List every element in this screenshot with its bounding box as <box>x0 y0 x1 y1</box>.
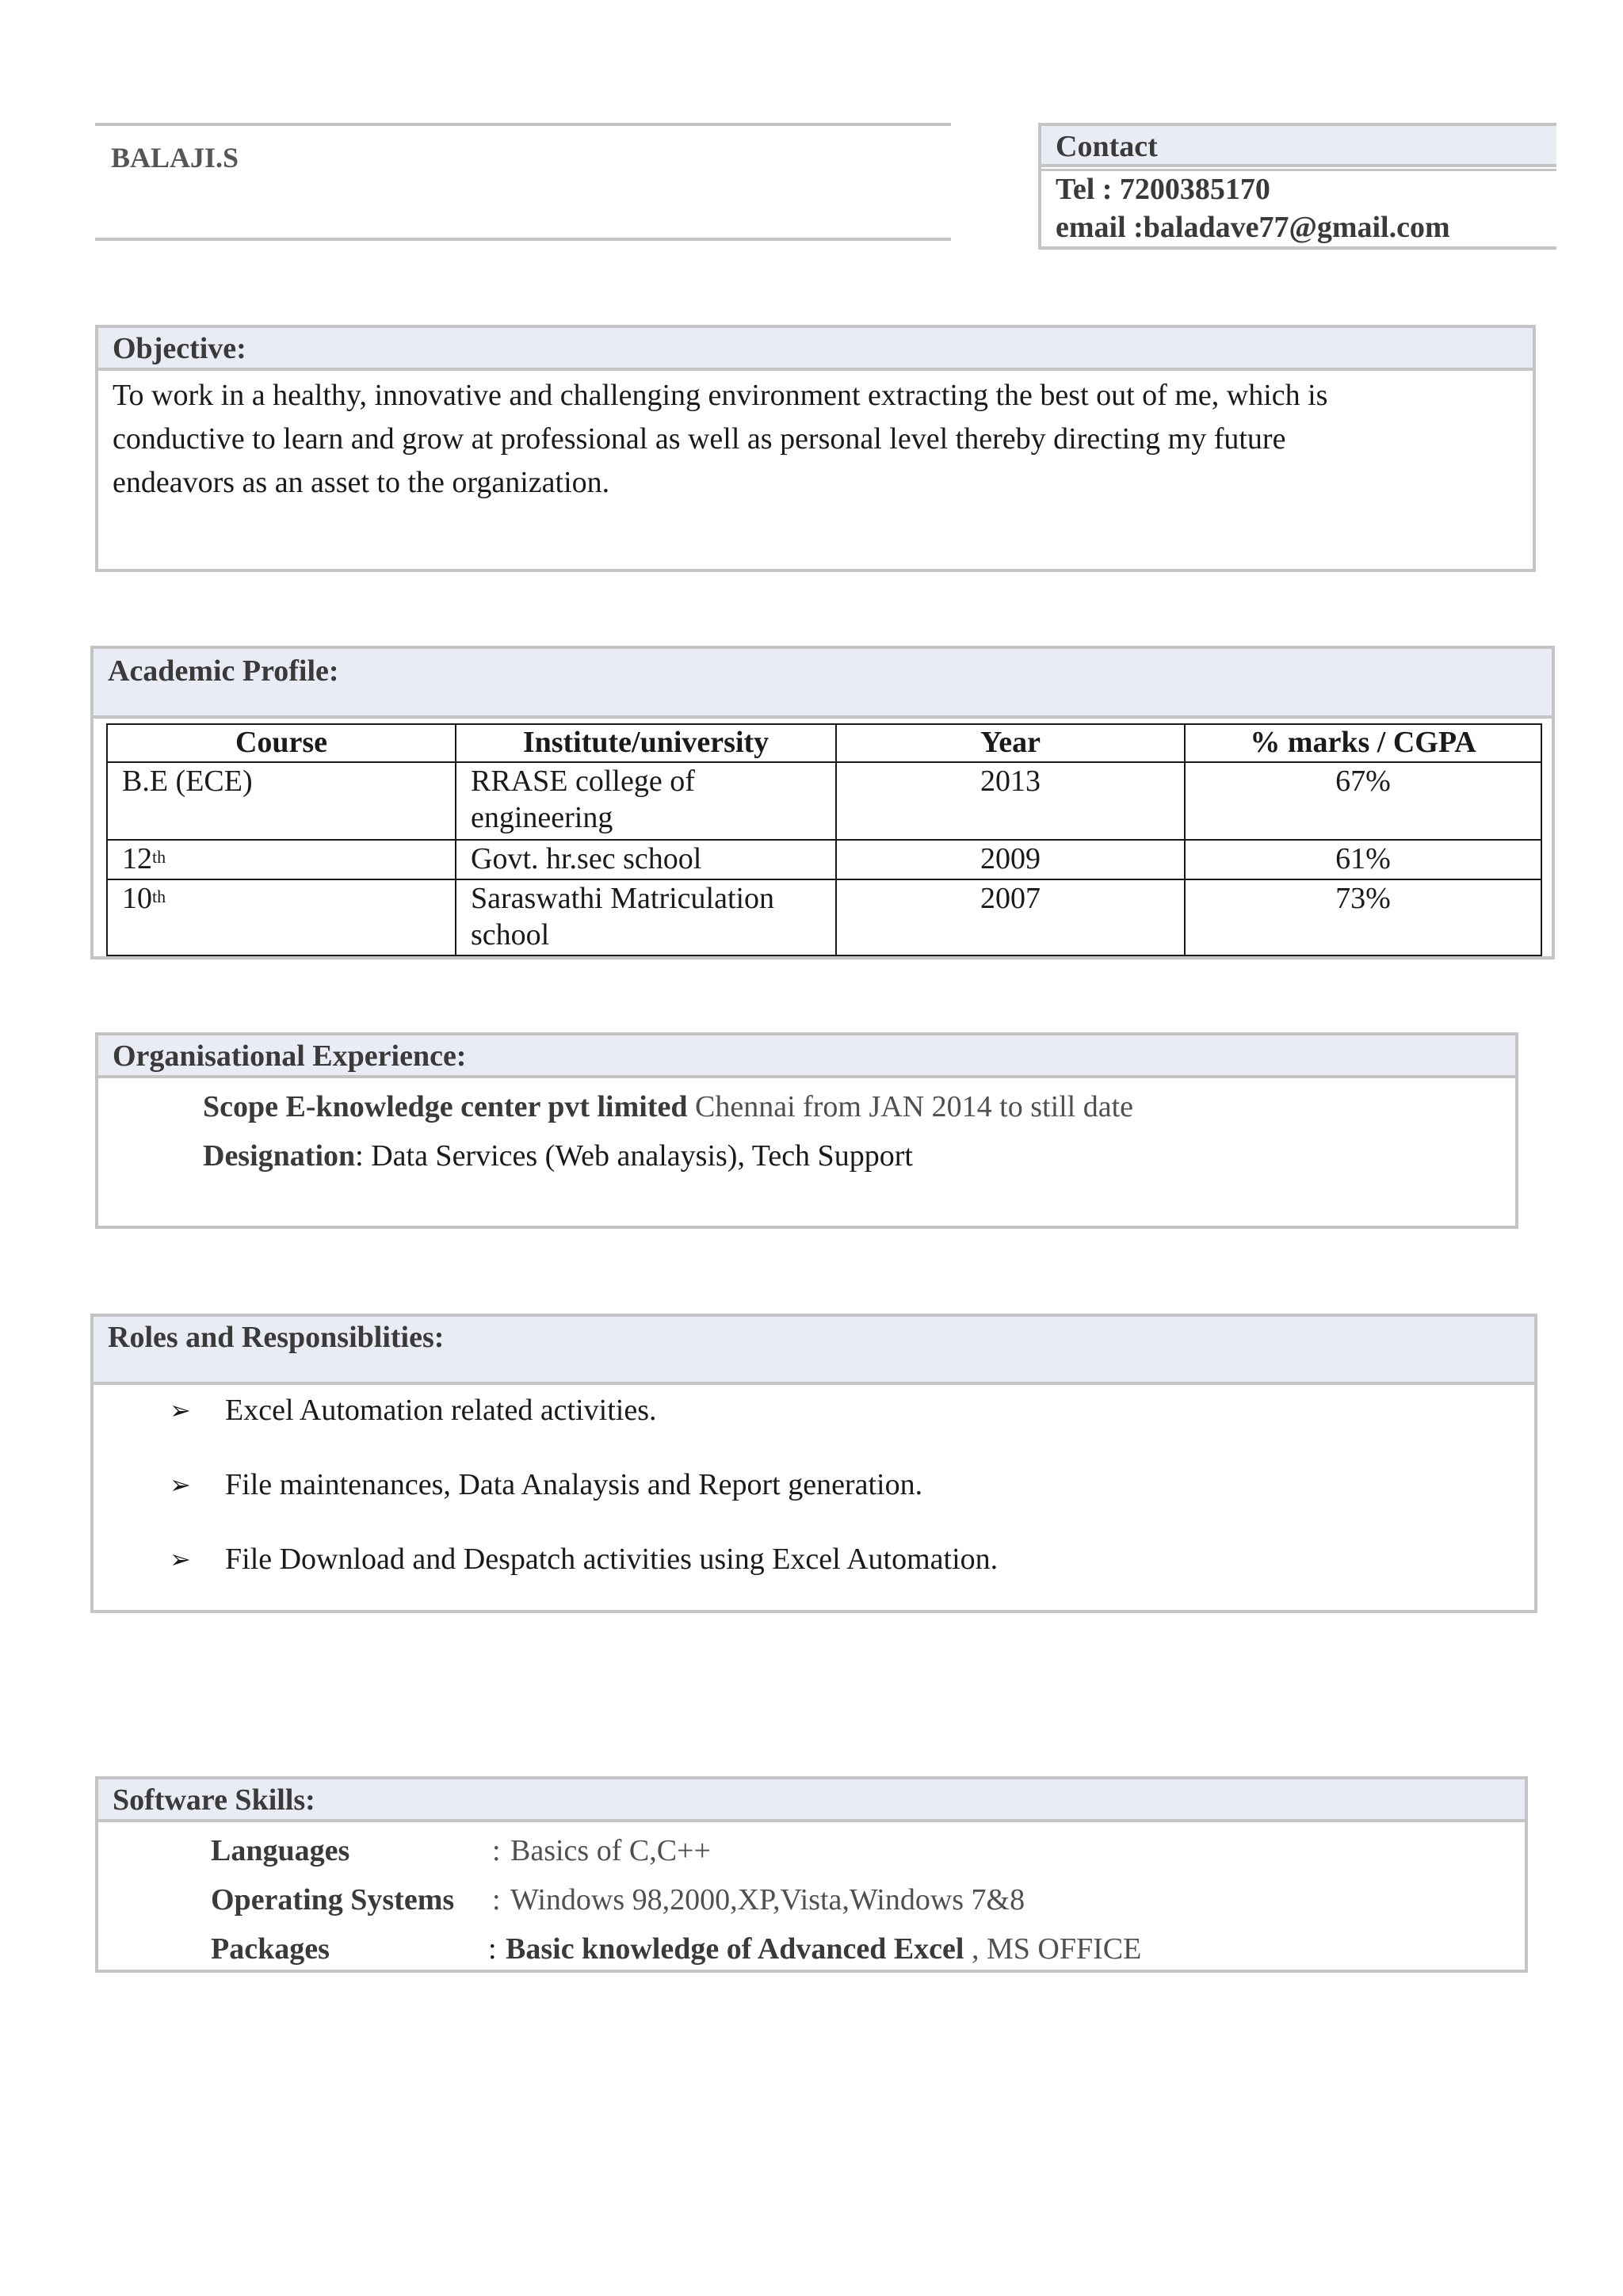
candidate-name: BALAJI.S <box>111 142 239 174</box>
table-row <box>107 879 1541 955</box>
cell-institute: Saraswathi Matriculation school <box>456 879 836 955</box>
list-item <box>170 1393 657 1428</box>
cell-year: 2009 <box>836 840 1185 879</box>
cell-course: 10th <box>107 879 456 955</box>
table-row <box>107 840 1541 879</box>
cell-marks: 67% <box>1185 762 1541 840</box>
academic-header-row <box>107 724 1541 762</box>
skill-value: Windows 98,2000,XP,Vista,Windows 7&8 <box>510 1883 1025 1917</box>
contact-box <box>1038 123 1556 250</box>
cell-institute: RRASE college of engineering <box>456 762 836 840</box>
experience-heading: Organisational Experience: <box>113 1039 467 1073</box>
objective-line: To work in a healthy, innovative and challenging environment extracting the best out of me, which is <box>113 379 1328 412</box>
col-institute: Institute/university <box>456 724 836 762</box>
academic-header <box>94 649 1552 719</box>
skill-label: Languages <box>211 1834 350 1867</box>
skill-sep: : <box>492 1883 509 1917</box>
cell-course: 12th <box>107 840 456 879</box>
arrowhead-bullet-icon: ➢ <box>170 1470 191 1500</box>
col-marks: % marks / CGPA <box>1185 724 1541 762</box>
company-detail: Chennai from JAN 2014 to still date <box>687 1090 1134 1123</box>
role-text: File maintenances, Data Analaysis and Report generation. <box>225 1468 923 1501</box>
academic-table <box>106 723 1542 956</box>
experience-section <box>95 1032 1518 1229</box>
cell-institute: Govt. hr.sec school <box>456 840 836 879</box>
designation-label: Designation <box>203 1139 356 1173</box>
contact-email: email :baladave77@gmail.com <box>1056 211 1450 244</box>
contact-header <box>1041 123 1556 167</box>
skill-bold-value: Basic knowledge of Advanced Excel <box>506 1932 964 1966</box>
objective-header <box>98 328 1533 371</box>
contact-tel: Tel : 7200385170 <box>1056 173 1270 206</box>
skill-label: Operating Systems <box>211 1883 455 1917</box>
arrowhead-bullet-icon: ➢ <box>170 1395 191 1425</box>
contact-bottom-rule <box>1041 246 1556 250</box>
designation-value: : Data Services (Web analaysis), Tech Support <box>355 1139 913 1173</box>
roles-header <box>94 1317 1534 1385</box>
objective-line: endeavors as an asset to the organization. <box>113 466 610 499</box>
skills-heading: Software Skills: <box>113 1783 315 1817</box>
cell-year: 2013 <box>836 762 1185 840</box>
roles-section <box>90 1314 1537 1613</box>
col-course: Course <box>107 724 456 762</box>
role-text: File Download and Despatch activities using Excel Automation. <box>225 1543 999 1576</box>
objective-section <box>95 325 1536 572</box>
objective-heading: Objective: <box>113 332 246 365</box>
academic-section <box>90 646 1555 959</box>
academic-heading: Academic Profile: <box>108 654 339 688</box>
roles-heading: Roles and Responsiblities: <box>108 1321 445 1354</box>
cell-marks: 73% <box>1185 879 1541 955</box>
skills-section <box>95 1776 1528 1973</box>
experience-designation-line <box>203 1138 913 1173</box>
skills-header <box>98 1779 1525 1822</box>
skill-label: Packages <box>211 1932 330 1966</box>
academic-table-wrap <box>106 723 1541 956</box>
contact-divider <box>1041 169 1556 171</box>
col-year: Year <box>836 724 1185 762</box>
skill-value: Basics of C,C++ <box>510 1834 711 1867</box>
skill-value: , MS OFFICE <box>964 1932 1142 1966</box>
skill-sep: : <box>492 1834 509 1867</box>
table-row <box>107 762 1541 840</box>
role-text: Excel Automation related activities. <box>225 1394 657 1427</box>
company-name: Scope E-knowledge center pvt limited <box>203 1090 688 1123</box>
cell-marks: 61% <box>1185 840 1541 879</box>
skill-value-wrap <box>506 1932 1141 1966</box>
name-bottom-rule <box>95 238 951 241</box>
list-item <box>170 1467 922 1502</box>
cell-course: B.E (ECE) <box>107 762 456 840</box>
name-top-rule <box>95 123 951 126</box>
objective-text <box>113 374 1523 505</box>
list-item <box>170 1542 998 1577</box>
contact-heading: Contact <box>1056 130 1158 163</box>
experience-header <box>98 1035 1515 1078</box>
objective-line: conductive to learn and grow at professional as well as personal level thereby directing my future <box>113 422 1286 456</box>
arrowhead-bullet-icon: ➢ <box>170 1544 191 1574</box>
experience-company-line <box>203 1089 1133 1124</box>
cell-year: 2007 <box>836 879 1185 955</box>
skill-sep: : <box>488 1932 505 1966</box>
